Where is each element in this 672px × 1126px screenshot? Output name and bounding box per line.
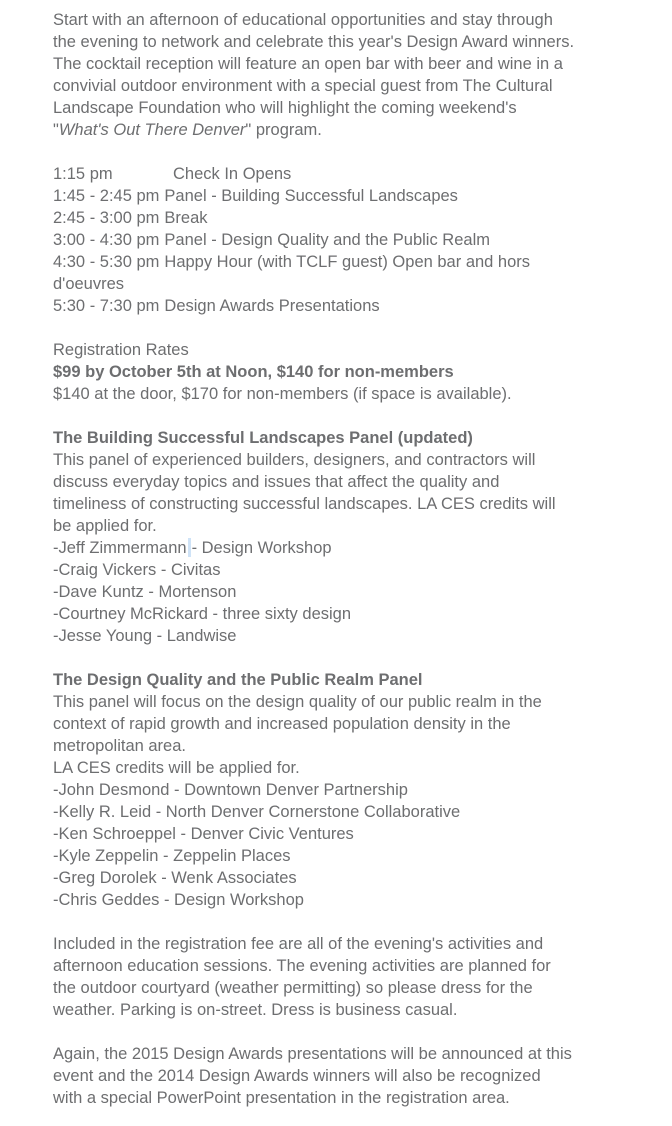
schedule-item <box>53 229 653 251</box>
schedule-time: 2:45 - 3:00 pm <box>53 209 160 227</box>
intro-line: Start with an afternoon of educational opportunities and stay through <box>53 11 553 29</box>
speaker-name: -Jeff Zimmermann <box>53 539 187 557</box>
program-name: What's Out There Denver <box>58 121 246 139</box>
panel-description-line: This panel of experienced builders, designers, and contractors will <box>53 451 536 469</box>
included-line: Included in the registration fee are all of the evening's activities and <box>53 935 544 953</box>
quote-close: " program. <box>245 121 322 139</box>
speaker-item: -Kyle Zeppelin - Zeppelin Places <box>53 847 291 865</box>
schedule-item <box>53 251 653 273</box>
schedule-label: Check In Opens <box>173 165 292 183</box>
schedule-time: 1:15 pm <box>53 165 113 183</box>
included-line: weather. Parking is on-street. Dress is business casual. <box>53 1001 458 1019</box>
schedule-label: Break <box>164 209 208 227</box>
included-line: afternoon education sessions. The evening activities are planned for <box>53 957 551 975</box>
speaker-item: -Chris Geddes - Design Workshop <box>53 891 304 909</box>
schedule-item <box>53 185 653 207</box>
schedule <box>53 163 653 317</box>
intro-line: convivial outdoor environment with a special guest from The Cultural <box>53 77 553 95</box>
speaker-item: -Ken Schroeppel - Denver Civic Ventures <box>53 825 354 843</box>
intro-line: The cocktail reception will feature an open bar with beer and wine in a <box>53 55 563 73</box>
panel-title: The Building Successful Landscapes Panel (updated) <box>53 429 473 447</box>
speaker-item: -Dave Kuntz - Mortenson <box>53 583 237 601</box>
panel-description-line: be applied for. <box>53 517 157 535</box>
schedule-time: 1:45 - 2:45 pm <box>53 187 160 205</box>
registration-rates <box>53 339 653 405</box>
schedule-item <box>53 207 653 229</box>
panel-building-successful-landscapes <box>53 427 653 647</box>
schedule-time: 5:30 - 7:30 pm <box>53 297 160 315</box>
panel-design-quality-public-realm <box>53 669 653 911</box>
panel-description-line: context of rapid growth and increased population density in the <box>53 715 511 733</box>
speaker-item: -Greg Dorolek - Wenk Associates <box>53 869 297 887</box>
closing-paragraph <box>53 1043 653 1109</box>
speaker-item: -Craig Vickers - Civitas <box>53 561 221 579</box>
speaker-item: -John Desmond - Downtown Denver Partnership <box>53 781 408 799</box>
panel-description-line: discuss everyday topics and issues that affect the quality and <box>53 473 500 491</box>
speaker-item: -Courtney McRickard - three sixty design <box>53 605 352 623</box>
quote-open: " <box>53 121 59 139</box>
schedule-item-continuation: d'oeuvres <box>53 275 125 293</box>
schedule-label: Panel - Design Quality and the Public Realm <box>164 231 490 249</box>
speaker-item: -Kelly R. Leid - North Denver Cornerstone Collaborative <box>53 803 461 821</box>
closing-line: event and the 2014 Design Awards winners will also be recognized <box>53 1067 541 1085</box>
speaker-item: -Jesse Young - Landwise <box>53 627 237 645</box>
spacer <box>53 647 653 669</box>
spacer <box>53 141 653 163</box>
panel-description-line: This panel will focus on the design quality of our public realm in the <box>53 693 542 711</box>
panel-description-line: LA CES credits will be applied for. <box>53 759 300 777</box>
schedule-item <box>53 163 653 185</box>
spacer <box>53 1021 653 1043</box>
panel-title: The Design Quality and the Public Realm Panel <box>53 671 423 689</box>
intro-line: the evening to network and celebrate this year's Design Award winners. <box>53 33 575 51</box>
panel-description-line: timeliness of constructing successful landscapes. LA CES credits will <box>53 495 556 513</box>
panel-description-line: metropolitan area. <box>53 737 186 755</box>
schedule-item <box>53 295 653 317</box>
included-line: the outdoor courtyard (weather permitting) so please dress for the <box>53 979 533 997</box>
closing-line: with a special PowerPoint presentation in the registration area. <box>53 1089 510 1107</box>
speaker-item <box>53 537 653 559</box>
intro-program-line <box>53 119 653 141</box>
spacer <box>53 911 653 933</box>
spacer <box>53 405 653 427</box>
intro-line: Landscape Foundation who will highlight the coming weekend's <box>53 99 517 117</box>
spacer <box>53 317 653 339</box>
intro-paragraph <box>53 9 653 141</box>
schedule-label: Happy Hour (with TCLF guest) Open bar and hors <box>164 253 531 271</box>
schedule-label: Design Awards Presentations <box>164 297 380 315</box>
rates-heading: Registration Rates <box>53 341 189 359</box>
rates-door: $140 at the door, $170 for non-members (if space is available). <box>53 385 512 403</box>
schedule-label: Panel - Building Successful Landscapes <box>164 187 458 205</box>
text-cursor <box>188 538 191 557</box>
rates-early: $99 by October 5th at Noon, $140 for non-members <box>53 363 454 381</box>
schedule-time: 4:30 - 5:30 pm <box>53 253 160 271</box>
closing-line: Again, the 2015 Design Awards presentations will be announced at this <box>53 1045 572 1063</box>
speaker-org: - Design Workshop <box>191 539 332 557</box>
included-paragraph <box>53 933 653 1021</box>
schedule-time: 3:00 - 4:30 pm <box>53 231 160 249</box>
